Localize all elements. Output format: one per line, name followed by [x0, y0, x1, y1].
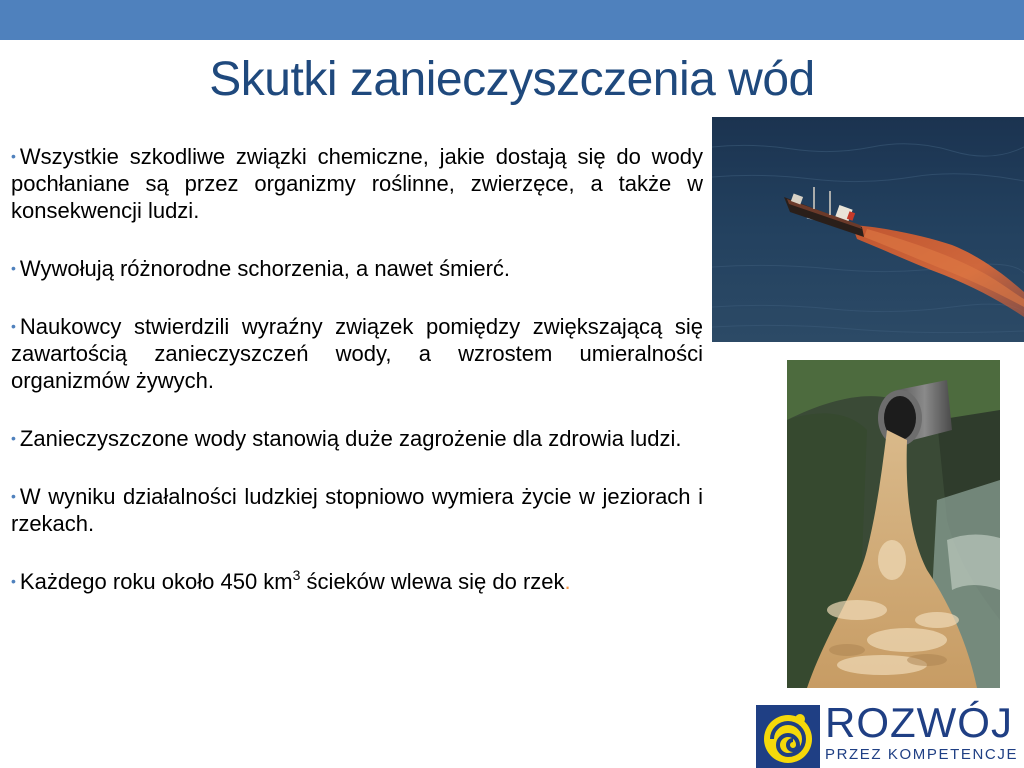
bullet-item: [11, 255, 703, 282]
bullet-marker: •: [11, 260, 16, 276]
bullet-text: Zanieczyszczone wody stanowią duże zagrożenie dla zdrowia ludzi.: [19, 426, 682, 451]
bullet-marker: •: [11, 430, 16, 446]
bullet-text: Każdego roku około 450 km: [19, 569, 293, 594]
bullet-marker: •: [11, 488, 16, 504]
bullet-text-tail: ścieków wlewa się do rzek: [300, 569, 565, 594]
ship-pollution-photo: [712, 117, 1024, 342]
top-accent-bar: [0, 0, 1024, 40]
bullet-item: [11, 425, 703, 452]
logo-tagline: PRZEZ KOMPETENCJE: [825, 746, 1019, 763]
bullet-item: [11, 483, 703, 537]
bullet-marker: •: [11, 148, 16, 164]
superscript-exponent: 3: [292, 567, 301, 583]
logo-wordmark: ROZWÓJ: [825, 699, 1013, 746]
bullet-text: Wywołują różnorodne schorzenia, a nawet śmierć.: [19, 256, 511, 281]
bullet-item: [11, 568, 703, 595]
sewage-pipe-photo: [787, 360, 1000, 688]
slide-title: Skutki zanieczyszczenia wód: [209, 53, 815, 106]
bullet-marker: •: [11, 573, 16, 589]
spiral-logo-icon: [756, 705, 820, 768]
bullet-item: [11, 313, 703, 394]
bullet-text: W wyniku działalności ludzkiej stopniowo wymiera życie w jeziorach i rzekach.: [11, 484, 703, 536]
bullet-text: Wszystkie szkodliwe związki chemiczne, jakie dostają się do wody pochłaniane są przez organizmy roślinne, zwierzęce, a także w konsekwencji ludzi.: [11, 144, 703, 223]
bullet-marker: •: [11, 318, 16, 334]
rozwoj-logo: [752, 700, 1024, 768]
bullet-item: [11, 143, 703, 224]
bullet-text: Naukowcy stwierdzili wyraźny związek pomiędzy zwiększającą się zawartością zanieczyszczeń wody, a wzrostem umieralności organizmów żywych.: [11, 314, 703, 393]
trailing-period: .: [564, 569, 571, 594]
bullet-list: [11, 143, 703, 626]
